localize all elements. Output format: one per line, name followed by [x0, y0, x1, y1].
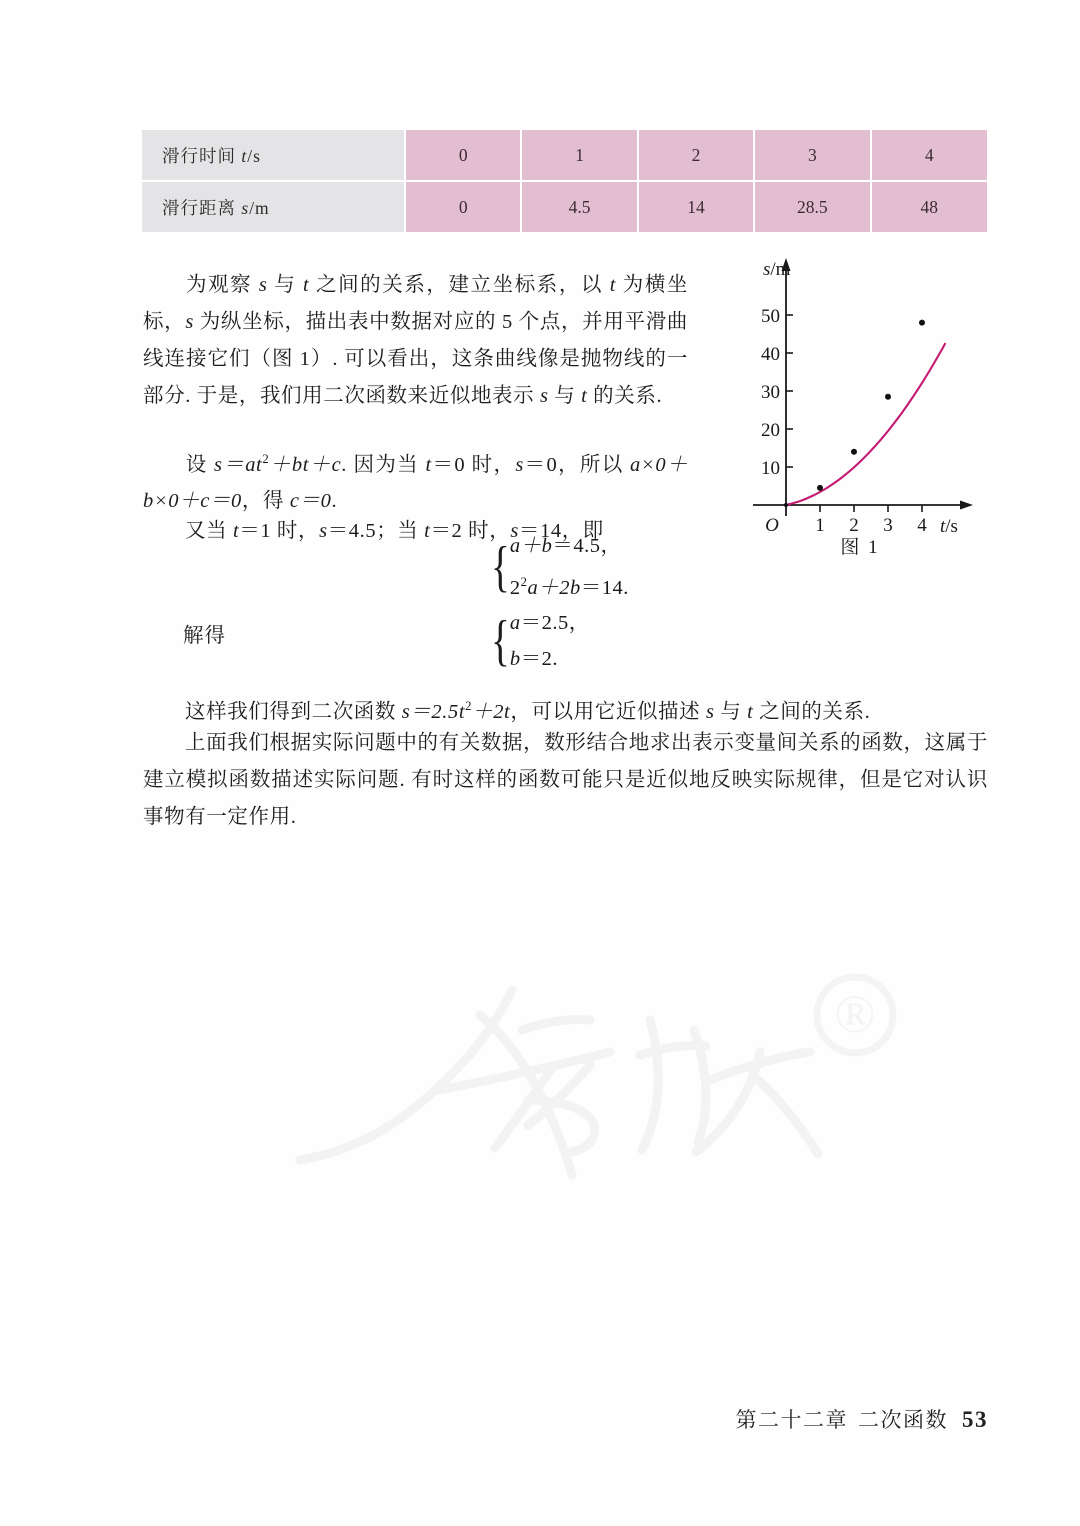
- x-tick-label-4: 4: [917, 515, 927, 536]
- x-axis-label-var: t: [940, 516, 946, 537]
- p3-var-s1: s: [319, 519, 328, 542]
- table-cell: 2: [638, 130, 754, 181]
- table-cell: 14: [638, 181, 754, 232]
- row-header-time-unit: /s: [247, 145, 261, 166]
- p3-var-t1: t: [232, 519, 240, 542]
- x-axis-arrow-icon: [960, 501, 973, 510]
- p2-expr-2: ＋bt＋c: [269, 453, 342, 476]
- p3-seg-b: ＝1 时，: [239, 519, 320, 542]
- p1-seg-a: 为观察: [185, 273, 259, 296]
- p4-seg-a: 这样我们得到二次函数: [185, 700, 402, 723]
- p1-seg-g: 的关系.: [587, 384, 663, 407]
- paragraph-observe-relation: [143, 267, 688, 415]
- eq1-l2-rhs: ＝14.: [580, 576, 629, 599]
- x-tick-label-3: 3: [883, 515, 893, 536]
- data-points: [784, 320, 925, 507]
- row-header-time-var: t: [241, 145, 248, 166]
- p2-expr-1: s＝at: [214, 453, 263, 476]
- p4-seg-b: ，可以用它近似描述: [510, 700, 706, 723]
- table-cell: 3: [754, 130, 870, 181]
- p4-seg-d: 之间的关系.: [753, 700, 871, 723]
- eq1-l2-exponent: 2: [520, 575, 528, 589]
- table-cell: 0: [405, 130, 521, 181]
- p1-var-t: t: [303, 273, 310, 296]
- table-cell: 0: [405, 181, 521, 232]
- equation-line: [510, 641, 590, 677]
- p2-exponent: 2: [262, 451, 270, 466]
- equation-line: [510, 605, 590, 641]
- data-point: [851, 449, 857, 455]
- paragraph-set-quadratic: [143, 441, 688, 521]
- table-cell: 48: [871, 181, 987, 232]
- data-point: [817, 485, 823, 491]
- publisher-watermark: [290, 960, 930, 1220]
- p1-var-s2: s: [185, 310, 194, 333]
- p2-seg-d: ＝0，所以: [523, 453, 631, 476]
- parabola-curve: [786, 344, 945, 505]
- table-cell: 4.5: [521, 181, 637, 232]
- equation-system-1: [487, 528, 629, 606]
- slide-data-table: [142, 130, 987, 232]
- p1-seg-e: 为纵坐标，描出表中数据对应的 5 个点，并用平滑曲线连接它们（图 1）. 可以看出，这条曲线像是抛物线的一部分. 于是，我们用二次函数来近似地表示: [143, 310, 688, 407]
- p2-seg-b: . 因为当: [341, 453, 426, 476]
- p3-var-s2: s: [510, 519, 519, 542]
- equation-system-2: [487, 605, 590, 677]
- y-axis-label: [763, 259, 791, 280]
- eq2-l1-rhs: ＝2.5，: [520, 612, 590, 634]
- table-cell: 1: [521, 130, 637, 181]
- p2-seg-f: ，得: [241, 490, 290, 513]
- x-tick-label-2: 2: [849, 515, 859, 536]
- eq2-l2-lhs: b: [509, 648, 521, 670]
- solve-label: 解得: [183, 625, 226, 647]
- graph-svg: [735, 248, 985, 568]
- y-tick-label-10: 10: [761, 458, 780, 479]
- p5-text: 上面我们根据实际问题中的有关数据，数形结合地求出表示变量间关系的函数，这属于建立模拟函数描述实际问题. 有时这样的函数可能只是近似地反映实际规律，但是它对认识事物有一定作用.: [143, 731, 988, 828]
- row-header-distance: [142, 181, 405, 232]
- p4-var-t: t: [747, 700, 754, 723]
- figure-caption: 图 1: [840, 537, 880, 558]
- equation-line: [510, 528, 629, 564]
- data-point: [885, 394, 891, 400]
- paragraph-model-function-summary: [143, 725, 988, 836]
- p2-var-t: t: [425, 453, 432, 476]
- page-number: 53: [962, 1407, 988, 1432]
- p4-var-s: s: [705, 700, 715, 723]
- table-cell: 4: [871, 130, 987, 181]
- y-axis-label-unit: /m: [770, 259, 791, 280]
- row-header-distance-cn: 滑行距离: [162, 197, 236, 218]
- eq1-l1-lhs: a＋b: [509, 535, 553, 557]
- p1-seg-d: 为横坐标，: [143, 273, 688, 333]
- eq1-l1-rhs: ＝4.5，: [552, 535, 622, 557]
- p4-expr-a: s＝2.5t: [401, 700, 466, 723]
- figure-1-graph: [735, 248, 985, 568]
- left-brace-icon: {: [491, 610, 510, 672]
- row-header-distance-var: s: [241, 197, 250, 218]
- y-tick-label-30: 30: [761, 382, 780, 403]
- row-header-time-cn: 滑行时间: [162, 145, 236, 166]
- table-row: [142, 130, 987, 181]
- y-tick-label-50: 50: [761, 306, 780, 327]
- equation-system-2-lines: [510, 605, 590, 677]
- p2-seg-c: ＝0 时，: [431, 453, 516, 476]
- origin-label: O: [765, 515, 779, 536]
- eq2-l1-lhs: a: [509, 612, 521, 634]
- row-header-time: [142, 130, 405, 181]
- p1-var-s: s: [258, 273, 268, 296]
- equation-system-1-lines: [510, 528, 629, 606]
- eq2-l2-rhs: ＝2.: [520, 648, 559, 670]
- p1-seg-b: 与: [267, 273, 303, 296]
- p1-seg-f: 与: [548, 384, 582, 407]
- p3-seg-a: 又当: [185, 519, 233, 542]
- p4-seg-c: 与: [714, 700, 748, 723]
- footer-section: 二次函数: [858, 1408, 948, 1432]
- p3-seg-c: ＝4.5；当: [327, 519, 425, 542]
- y-axis-label-var: s: [763, 259, 771, 280]
- x-axis-label-unit: /s: [945, 516, 958, 537]
- page-footer: [0, 1404, 988, 1434]
- eq1-l2-base: 2: [509, 576, 521, 599]
- eq1-l2-lhs: a＋2b: [527, 576, 581, 599]
- table-row: [142, 181, 987, 232]
- p3-seg-d: ＝2 时，: [430, 519, 511, 542]
- registered-mark: ®: [834, 984, 876, 1044]
- data-point: [784, 503, 788, 507]
- x-tick-label-1: 1: [815, 515, 825, 536]
- footer-chapter: 第二十二章: [735, 1408, 848, 1432]
- p2-expr-3: a×0＋b×0＋c＝0: [143, 453, 689, 513]
- row-header-distance-unit: /m: [249, 197, 270, 218]
- y-tick-label-40: 40: [761, 344, 780, 365]
- p2-expr-4: c＝0: [289, 490, 332, 513]
- p2-var-s: s: [515, 453, 524, 476]
- p1-seg-c: 之间的关系，建立坐标系，以: [309, 273, 610, 296]
- p1-var-t2: t: [609, 273, 617, 296]
- data-point: [919, 320, 925, 326]
- p2-seg-h: .: [331, 490, 338, 513]
- p4-expr-b: ＋2t: [472, 700, 511, 723]
- p1-var-s3: s: [539, 384, 549, 407]
- equation-line: [510, 564, 629, 606]
- y-tick-label-20: 20: [761, 420, 780, 441]
- left-brace-icon: {: [491, 535, 510, 598]
- table-cell: 28.5: [754, 181, 870, 232]
- p2-seg-a: 设: [185, 453, 215, 476]
- p4-exponent: 2: [465, 698, 473, 713]
- p3-var-t2: t: [424, 519, 431, 542]
- p3-seg-e: ＝14，即: [518, 519, 604, 542]
- p1-var-t3: t: [581, 384, 588, 407]
